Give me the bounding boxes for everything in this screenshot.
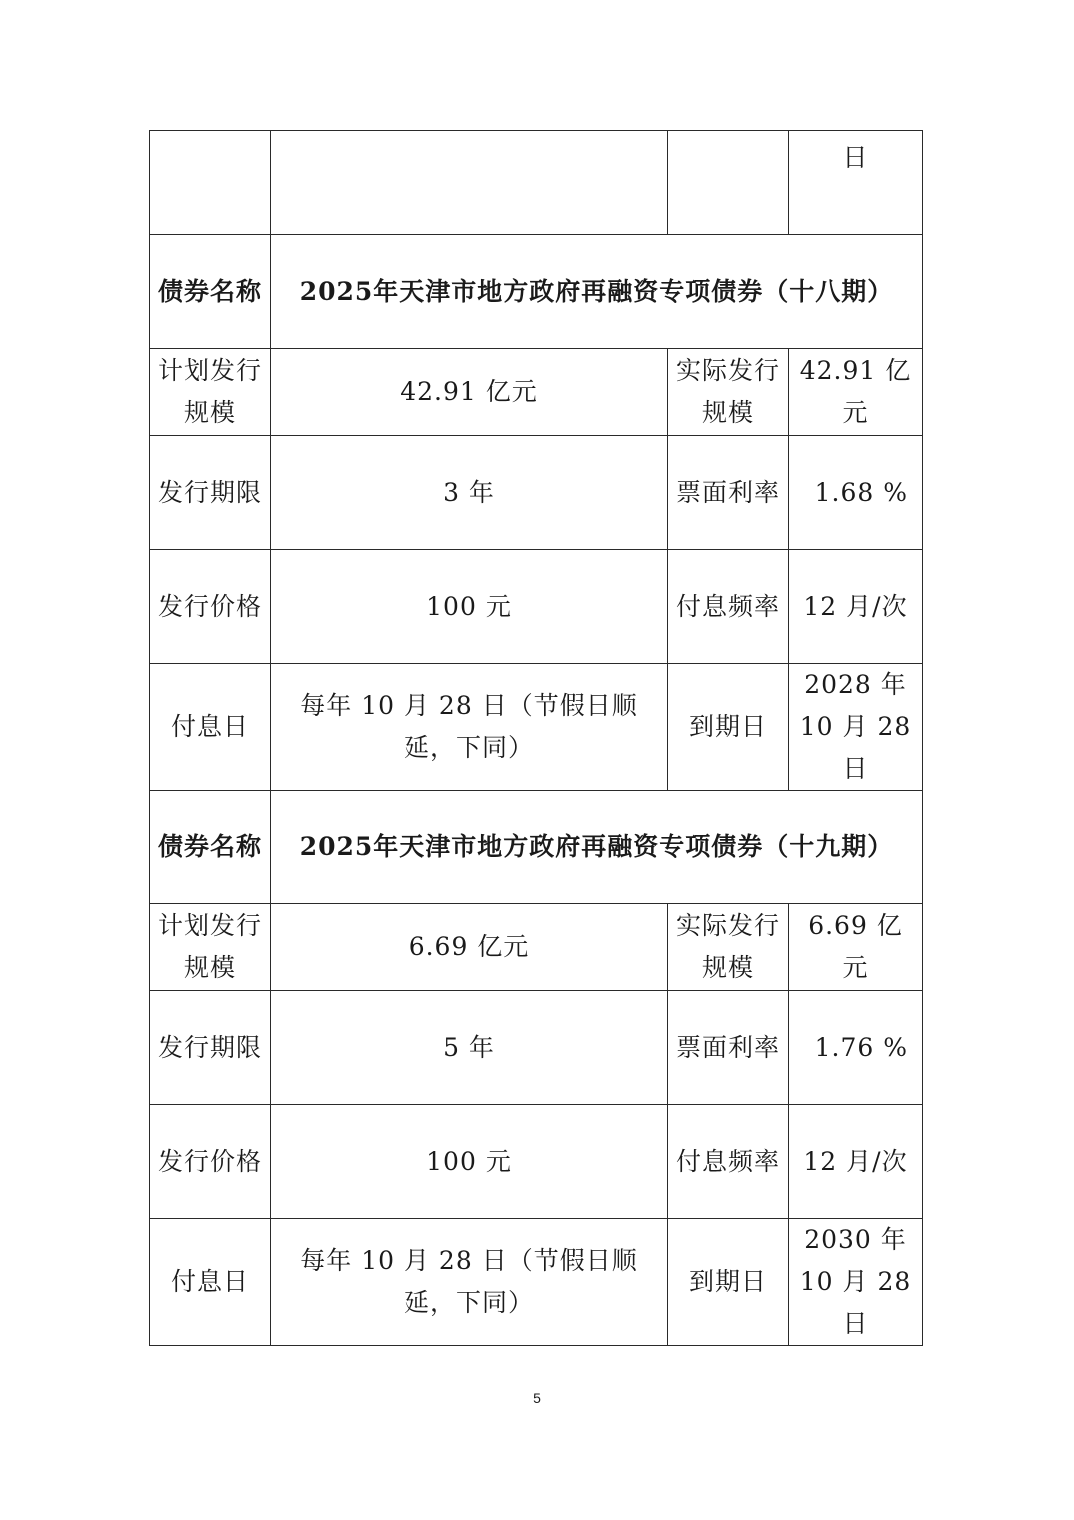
term-label: 发行期限 — [150, 991, 271, 1105]
price-label: 发行价格 — [150, 1105, 271, 1219]
payday-value: 每年 10 月 28 日（节假日顺延，下同） — [271, 664, 668, 791]
term-row — [150, 991, 923, 1105]
payday-row — [150, 1219, 923, 1346]
bond-name-row — [150, 235, 923, 349]
actual-scale-value: 42.91 亿元 — [789, 349, 923, 436]
payday-value: 每年 10 月 28 日（节假日顺延，下同） — [271, 1219, 668, 1346]
freq-value: 12 月/次 — [789, 550, 923, 664]
bond-info-table — [149, 130, 923, 1346]
bond-name-row — [150, 791, 923, 904]
term-row — [150, 436, 923, 550]
rate-value: 1.76 % — [789, 991, 923, 1105]
payday-row — [150, 664, 923, 791]
term-value: 3 年 — [271, 436, 668, 550]
carryover-cell-4: 日 — [789, 131, 923, 235]
price-row — [150, 1105, 923, 1219]
rate-label: 票面利率 — [668, 991, 789, 1105]
term-label: 发行期限 — [150, 436, 271, 550]
page-number: 5 — [533, 1390, 541, 1406]
term-value: 5 年 — [271, 991, 668, 1105]
bond-name: 2025年天津市地方政府再融资专项债券（十八期） — [271, 235, 923, 349]
rate-label: 票面利率 — [668, 436, 789, 550]
scale-row — [150, 349, 923, 436]
maturity-label: 到期日 — [668, 1219, 789, 1346]
carryover-cell-3 — [668, 131, 789, 235]
plan-scale-label: 计划发行规模 — [150, 349, 271, 436]
freq-label: 付息频率 — [668, 1105, 789, 1219]
rate-value: 1.68 % — [789, 436, 923, 550]
price-value: 100 元 — [271, 550, 668, 664]
carryover-cell-1 — [150, 131, 271, 235]
payday-label: 付息日 — [150, 1219, 271, 1346]
maturity-value: 2028 年 10 月 28 日 — [789, 664, 923, 791]
freq-value: 12 月/次 — [789, 1105, 923, 1219]
plan-scale-label: 计划发行规模 — [150, 904, 271, 991]
plan-scale-value: 42.91 亿元 — [271, 349, 668, 436]
carryover-cell-2 — [271, 131, 668, 235]
maturity-value: 2030 年 10 月 28 日 — [789, 1219, 923, 1346]
maturity-label: 到期日 — [668, 664, 789, 791]
carryover-row — [150, 131, 923, 235]
price-label: 发行价格 — [150, 550, 271, 664]
payday-label: 付息日 — [150, 664, 271, 791]
plan-scale-value: 6.69 亿元 — [271, 904, 668, 991]
bond-name-label: 债券名称 — [150, 235, 271, 349]
actual-scale-value: 6.69 亿元 — [789, 904, 923, 991]
actual-scale-label: 实际发行规模 — [668, 349, 789, 436]
scale-row — [150, 904, 923, 991]
bond-name: 2025年天津市地方政府再融资专项债券（十九期） — [271, 791, 923, 904]
price-row — [150, 550, 923, 664]
price-value: 100 元 — [271, 1105, 668, 1219]
actual-scale-label: 实际发行规模 — [668, 904, 789, 991]
freq-label: 付息频率 — [668, 550, 789, 664]
bond-name-label: 债券名称 — [150, 791, 271, 904]
